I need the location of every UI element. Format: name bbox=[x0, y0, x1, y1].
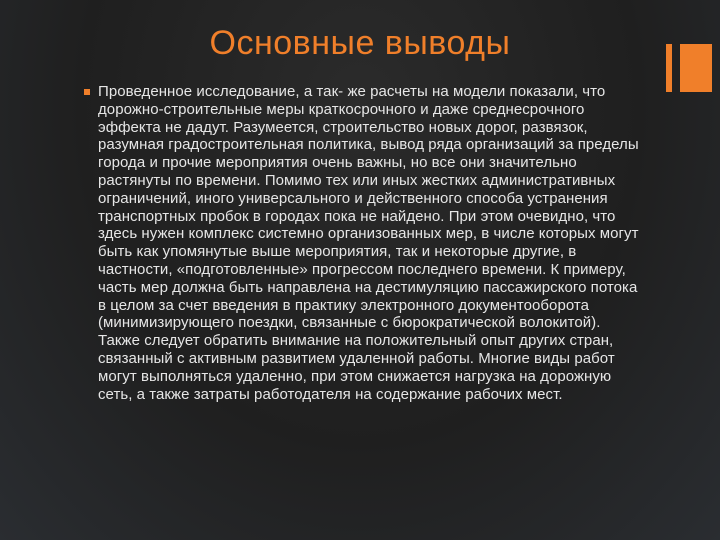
accent-bar-thick bbox=[680, 44, 712, 92]
bullet-list bbox=[84, 83, 644, 403]
bullet-marker-icon bbox=[84, 89, 90, 95]
accent-bars-decoration bbox=[666, 44, 712, 92]
slide-title: Основные выводы bbox=[209, 24, 511, 62]
accent-bar-thin bbox=[666, 44, 672, 92]
bullet-text: Проведенное исследование, а так- же расчеты на модели показали, что дорожно-строительные меры краткосрочного и даже среднесрочного эффекта не дадут. Разумеется, строительство новых дорог, развязок, разумная градостроительная политика, вывод ряда организаций за пределы города и прочие мероприятия очень важны, но все они значительно растянуты по времени. Помимо тех или иных жестких административных ограничений, иного универсального и действенного способа устранения транспортных пробок в городах пока не найдено. При этом очевидно, что здесь нужен комплекс системно организованных мер, в числе которых могут быть как упомянутые выше мероприятия, так и некоторые другие, в частности, «подготовленные» прогрессом последнего времени. К примеру, часть мер должна быть направлена на дестимуляцию пассажирского потока в целом за счет введения в практику электронного документооборота (минимизирующего поездки, связанные с бюрократической волокитой). Также следует обратить внимание на положительный опыт других стран, связанный с активным развитием удаленной работы. Многие виды работ могут выполняться удаленно, при этом снижается нагрузка на дорожную сеть, а также затраты работодателя на содержание рабочих мест. bbox=[98, 83, 639, 403]
